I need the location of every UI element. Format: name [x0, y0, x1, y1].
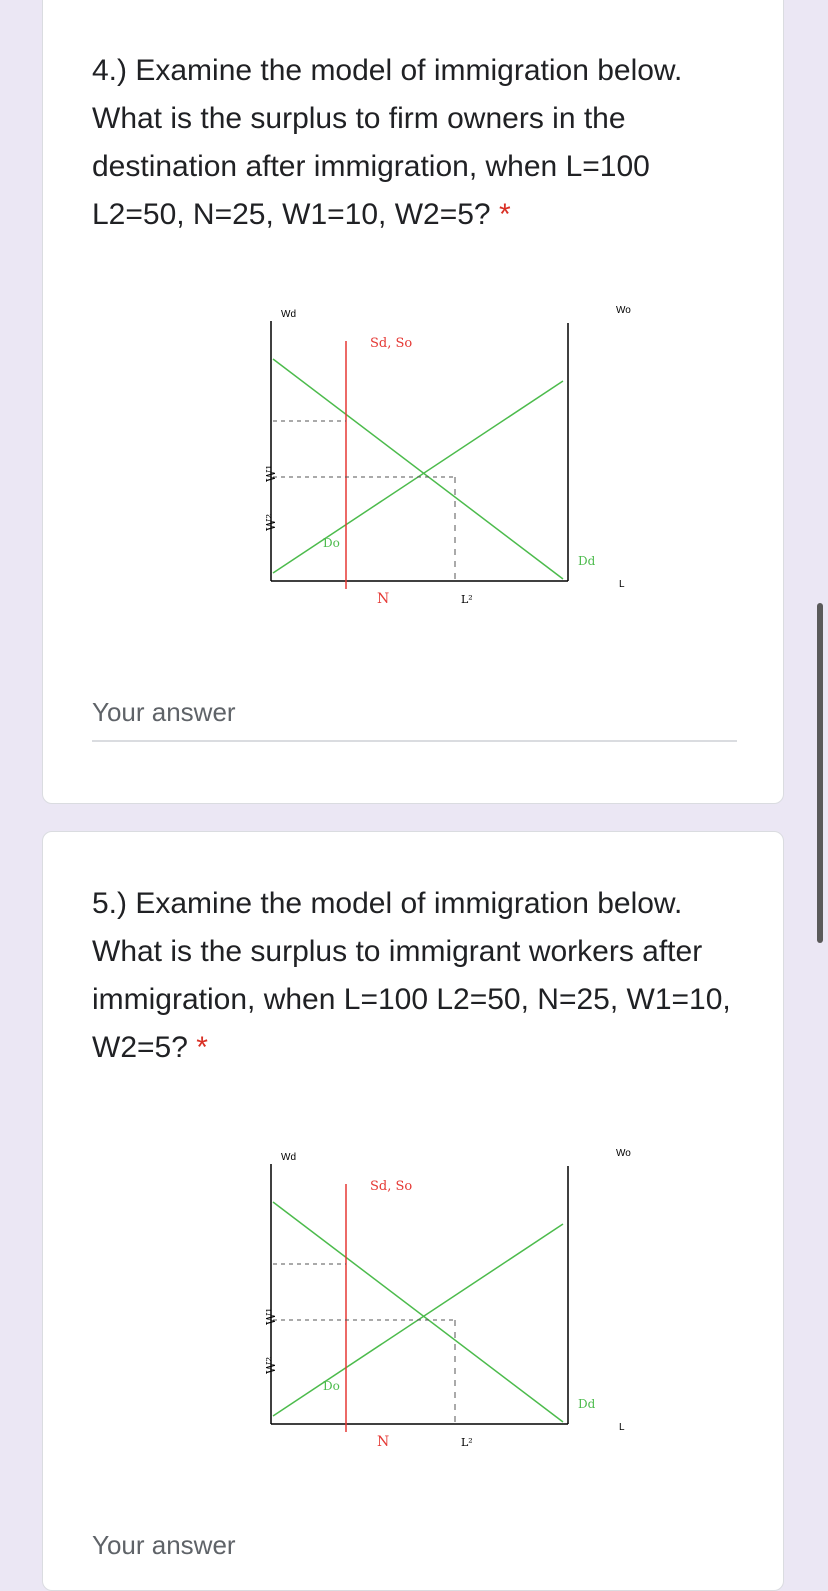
- do-label: Do: [323, 1379, 340, 1393]
- wo-label: Wo: [616, 305, 631, 316]
- l-label: L: [619, 1422, 625, 1433]
- page-scrollbar[interactable]: [817, 603, 823, 943]
- question-title: [92, 880, 742, 1072]
- wd-label: Wd: [281, 1152, 296, 1163]
- demand-line-do: [273, 359, 563, 579]
- question-card-5: [42, 831, 784, 1591]
- w1-label: W¹: [264, 464, 278, 482]
- l-label: L: [619, 579, 625, 590]
- immigration-model-figure: [223, 305, 631, 621]
- l2-label: L²: [461, 1436, 473, 1449]
- immigration-model-figure: [223, 1148, 631, 1464]
- answer-placeholder[interactable]: Your answer: [92, 1530, 236, 1560]
- question-text: 5.) Examine the model of immigration below. What is the surplus to immigrant workers after immigration, when L=100 L2=50, N=25, W1=10, W2=5?: [92, 887, 731, 1064]
- question-text: 4.) Examine the model of immigration below. What is the surplus to firm owners in the destination after immigration, when L=100 L2=50, N=25, W1=10, W2=5?: [92, 54, 683, 231]
- sd-so-label: Sd, So: [370, 336, 413, 351]
- l2-label: L²: [461, 593, 473, 606]
- sd-so-label: Sd, So: [370, 1179, 413, 1194]
- n-label: N: [377, 1434, 390, 1450]
- required-asterisk: *: [196, 1031, 208, 1064]
- answer-input[interactable]: [92, 740, 737, 742]
- w2-label: W²: [264, 1356, 278, 1374]
- wd-label: Wd: [281, 309, 296, 320]
- required-asterisk: *: [498, 198, 511, 231]
- w2-label: W²: [264, 513, 278, 531]
- n-label: N: [377, 591, 390, 607]
- answer-placeholder[interactable]: Your answer: [92, 697, 236, 727]
- do-label: Do: [323, 536, 340, 550]
- dd-label: Dd: [578, 554, 596, 568]
- question-card-4: [42, 0, 784, 804]
- demand-line-do: [273, 1202, 563, 1422]
- w1-label: W¹: [264, 1307, 278, 1325]
- question-title: [92, 47, 742, 239]
- dd-label: Dd: [578, 1397, 596, 1411]
- wo-label: Wo: [616, 1148, 631, 1159]
